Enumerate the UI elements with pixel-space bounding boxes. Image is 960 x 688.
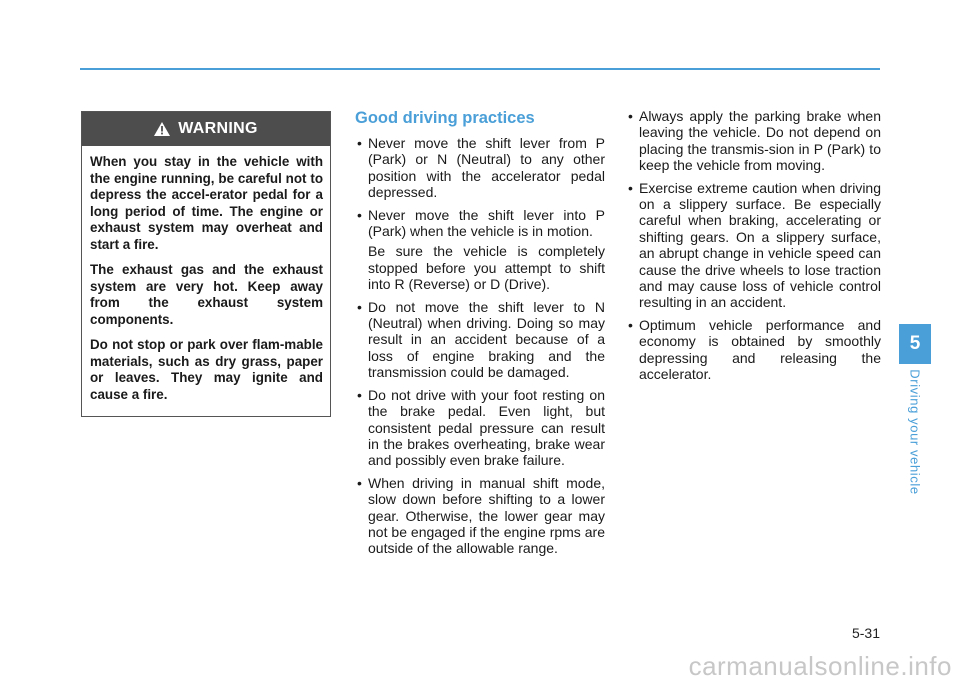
list-item-text: Do not drive with your foot resting on the brake pedal. Even light, but consistent pedal pressure can result in the brakes overheating, brake wear and possibly even brake failure. xyxy=(368,386,605,469)
bullet-icon: • xyxy=(628,108,633,124)
bullet-icon: • xyxy=(357,298,362,315)
list-item-text: Never move the shift lever into P (Park) when the vehicle is in motion. xyxy=(368,206,605,240)
list-item-text: Do not move the shift lever to N (Neutral) when driving. Doing so may result in an accident because of a loss of engine braking and the transmission could be damaged. xyxy=(368,298,605,381)
list-item-text: Exercise extreme caution when driving on a slippery surface. Be especially careful when braking, accelerating or shifting gears. On a slippery surface, an abrupt change in vehicle speed can cause the drive wheels to lose traction and may cause loss of vehicle control resulting in an accident. xyxy=(639,179,881,311)
warning-paragraph: Do not stop or park over flam-mable materials, such as dry grass, paper or leaves. They may ignite and cause a fire. xyxy=(90,337,323,402)
list-item xyxy=(355,475,605,557)
bullet-icon: • xyxy=(628,316,633,333)
bullet-icon: • xyxy=(357,386,362,403)
watermark: carmanualsonline.info xyxy=(688,651,952,681)
warning-paragraph: When you stay in the vehicle with the engine running, be careful not to depress the accel-erator pedal for a long period of time. The engine or exhaust system may overheat and start a fire. xyxy=(90,154,323,252)
warning-title: WARNING xyxy=(178,120,258,137)
warning-triangle-icon xyxy=(154,122,170,136)
list-item xyxy=(626,317,881,383)
warning-box xyxy=(81,111,331,417)
chapter-label: Driving your vehicle xyxy=(907,369,923,495)
list-item-text: When driving in manual shift mode, slow down before shifting to a lower gear. Otherwise, the lower gear may not be engaged if the engine rpms are outside of the allowable range. xyxy=(368,474,605,557)
bullet-list xyxy=(626,108,881,383)
bullet-icon: • xyxy=(357,474,362,491)
list-item-text: Never move the shift lever from P (Park) or N (Neutral) to any other position with the accelerator pedal depressed. xyxy=(368,135,605,201)
list-item xyxy=(355,387,605,469)
warning-paragraph: The exhaust gas and the exhaust system are very hot. Keep away from the exhaust system components. xyxy=(90,262,323,327)
list-item-text: Optimum vehicle performance and economy is obtained by smoothly depressing and releasing the accelerator. xyxy=(639,316,881,383)
list-item xyxy=(626,108,881,174)
warning-header xyxy=(82,112,330,146)
bullet-icon: • xyxy=(628,179,633,196)
list-item xyxy=(355,135,605,201)
list-item-extra: Be sure the vehicle is completely stopped before you attempt to shift into R (Reverse) or D (Drive). xyxy=(368,243,605,293)
list-item-text: Always apply the parking brake when leaving the vehicle. Do not depend on placing the transmis-sion in P (Park) to keep the vehicle from moving. xyxy=(639,108,881,174)
middle-column xyxy=(355,108,605,563)
warning-body xyxy=(82,146,330,403)
list-item xyxy=(626,180,881,311)
bullet-icon: • xyxy=(357,206,362,223)
page-number: 5-31 xyxy=(851,625,880,641)
top-divider xyxy=(80,68,880,70)
bullet-list xyxy=(355,135,605,557)
bullet-icon: • xyxy=(357,135,362,151)
list-item xyxy=(355,207,605,293)
chapter-number-tab: 5 xyxy=(899,324,931,364)
right-column xyxy=(626,108,881,389)
section-title: Good driving practices xyxy=(355,109,535,127)
list-item xyxy=(355,299,605,381)
